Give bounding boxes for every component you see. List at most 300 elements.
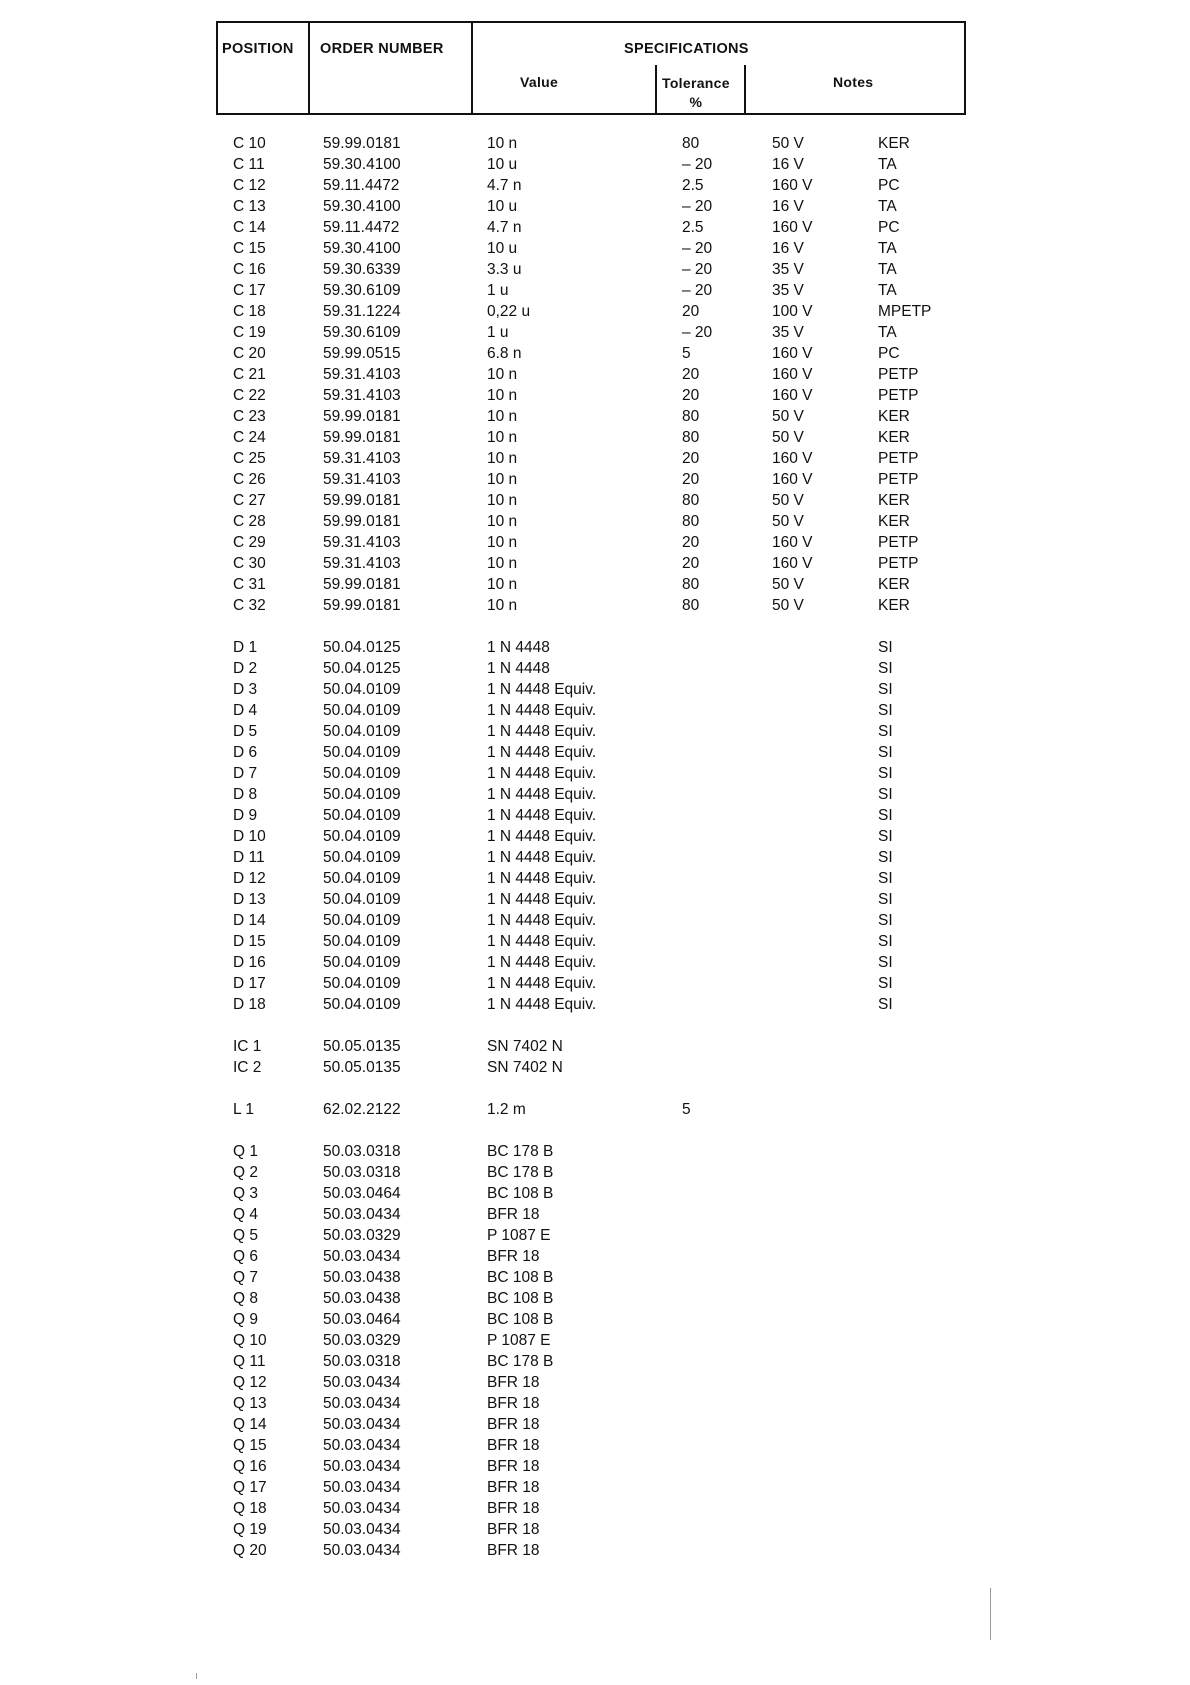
- cell-tolerance: – 20: [682, 324, 713, 341]
- cell-position: C 17: [233, 282, 266, 299]
- cell-position: Q 17: [233, 1479, 267, 1496]
- table-row: [0, 1395, 1190, 1416]
- cell-value: 10 n: [487, 408, 518, 425]
- table-row: [0, 156, 1190, 177]
- cell-position: Q 15: [233, 1437, 267, 1454]
- cell-value: 10 n: [487, 450, 518, 467]
- table-row: [0, 366, 1190, 387]
- cell-tolerance: 20: [682, 450, 700, 467]
- cell-type: PETP: [878, 471, 919, 488]
- cell-position: Q 16: [233, 1458, 267, 1475]
- cell-order-number: 59.31.4103: [323, 555, 401, 572]
- cell-type: SI: [878, 891, 893, 908]
- cell-order-number: 50.04.0109: [323, 912, 401, 929]
- cell-tolerance: 20: [682, 387, 700, 404]
- cell-voltage: 160 V: [772, 177, 813, 194]
- cell-type: SI: [878, 639, 893, 656]
- cell-tolerance: 20: [682, 471, 700, 488]
- table-row: [0, 219, 1190, 240]
- table-row: [0, 1374, 1190, 1395]
- cell-tolerance: 5: [682, 1101, 691, 1118]
- table-row: [0, 555, 1190, 576]
- table-row: [0, 240, 1190, 261]
- cell-type: SI: [878, 681, 893, 698]
- cell-order-number: 50.03.0434: [323, 1479, 401, 1496]
- table-row: [0, 345, 1190, 366]
- cell-order-number: 59.30.4100: [323, 240, 401, 257]
- cell-position: IC 1: [233, 1038, 262, 1055]
- cell-value: 10 u: [487, 198, 518, 215]
- table-row: [0, 387, 1190, 408]
- table-row: [0, 1416, 1190, 1437]
- cell-order-number: 59.30.6109: [323, 282, 401, 299]
- table-row: [0, 1248, 1190, 1269]
- table-row: [0, 639, 1190, 660]
- cell-order-number: 59.31.4103: [323, 450, 401, 467]
- cell-position: C 25: [233, 450, 266, 467]
- cell-position: C 29: [233, 534, 266, 551]
- cell-value: 10 n: [487, 366, 518, 383]
- table-row: [0, 492, 1190, 513]
- cell-value: 10 n: [487, 387, 518, 404]
- cell-value: 10 n: [487, 534, 518, 551]
- cell-position: D 14: [233, 912, 266, 929]
- table-row: [0, 597, 1190, 618]
- cell-order-number: 50.03.0434: [323, 1500, 401, 1517]
- cell-tolerance: 80: [682, 513, 700, 530]
- cell-type: SI: [878, 954, 893, 971]
- cell-value: BFR 18: [487, 1206, 540, 1223]
- cell-order-number: 50.03.0318: [323, 1164, 401, 1181]
- cell-order-number: 59.99.0181: [323, 135, 401, 152]
- cell-position: D 18: [233, 996, 266, 1013]
- cell-position: D 5: [233, 723, 258, 740]
- cell-tolerance: – 20: [682, 261, 713, 278]
- table-row: [0, 828, 1190, 849]
- cell-order-number: 50.04.0109: [323, 786, 401, 803]
- cell-order-number: 50.03.0329: [323, 1227, 401, 1244]
- cell-position: Q 6: [233, 1248, 258, 1265]
- cell-type: SI: [878, 660, 893, 677]
- cell-value: 1 N 4448: [487, 639, 550, 656]
- table-row: [0, 324, 1190, 345]
- cell-tolerance: 20: [682, 366, 700, 383]
- scan-mark: [196, 1673, 197, 1679]
- cell-value: BC 108 B: [487, 1185, 554, 1202]
- cell-order-number: 59.11.4472: [323, 177, 400, 194]
- cell-order-number: 59.99.0181: [323, 513, 401, 530]
- cell-order-number: 50.04.0109: [323, 996, 401, 1013]
- cell-type: MPETP: [878, 303, 932, 320]
- cell-type: SI: [878, 996, 893, 1013]
- cell-tolerance: – 20: [682, 240, 713, 257]
- cell-order-number: 50.03.0438: [323, 1269, 401, 1286]
- cell-position: Q 10: [233, 1332, 267, 1349]
- cell-value: 10 n: [487, 597, 518, 614]
- cell-type: KER: [878, 513, 910, 530]
- table-row: [0, 1437, 1190, 1458]
- cell-position: IC 2: [233, 1059, 262, 1076]
- cell-type: TA: [878, 261, 897, 278]
- cell-order-number: 50.03.0434: [323, 1521, 401, 1538]
- table-row: [0, 765, 1190, 786]
- cell-position: C 23: [233, 408, 266, 425]
- cell-tolerance: 2.5: [682, 177, 704, 194]
- cell-value: SN 7402 N: [487, 1038, 563, 1055]
- cell-position: C 19: [233, 324, 266, 341]
- cell-value: 1 N 4448 Equiv.: [487, 765, 597, 782]
- cell-order-number: 50.04.0109: [323, 954, 401, 971]
- cell-type: TA: [878, 156, 897, 173]
- cell-value: 10 n: [487, 513, 518, 530]
- cell-tolerance: 20: [682, 303, 700, 320]
- cell-position: Q 9: [233, 1311, 258, 1328]
- cell-position: Q 2: [233, 1164, 258, 1181]
- cell-voltage: 160 V: [772, 366, 813, 383]
- cell-order-number: 50.04.0109: [323, 807, 401, 824]
- cell-position: Q 7: [233, 1269, 258, 1286]
- cell-order-number: 50.03.0434: [323, 1206, 401, 1223]
- table-row: [0, 891, 1190, 912]
- table-row: [0, 471, 1190, 492]
- cell-position: D 10: [233, 828, 266, 845]
- cell-value: 10 n: [487, 555, 518, 572]
- table-row: [0, 870, 1190, 891]
- table-row: [0, 1206, 1190, 1227]
- cell-position: C 16: [233, 261, 266, 278]
- table-row: [0, 1164, 1190, 1185]
- table-row: [0, 135, 1190, 156]
- cell-voltage: 50 V: [772, 513, 804, 530]
- cell-value: 10 n: [487, 135, 518, 152]
- table-row: [0, 1143, 1190, 1164]
- cell-position: C 18: [233, 303, 266, 320]
- cell-position: D 3: [233, 681, 258, 698]
- cell-value: BC 108 B: [487, 1269, 554, 1286]
- cell-position: D 2: [233, 660, 258, 677]
- cell-position: C 32: [233, 597, 266, 614]
- cell-value: 10 u: [487, 240, 518, 257]
- cell-type: PETP: [878, 387, 919, 404]
- cell-value: 1.2 m: [487, 1101, 526, 1118]
- table-row: [0, 1290, 1190, 1311]
- cell-voltage: 160 V: [772, 534, 813, 551]
- cell-type: KER: [878, 576, 910, 593]
- cell-value: BC 108 B: [487, 1290, 554, 1307]
- cell-value: BFR 18: [487, 1416, 540, 1433]
- cell-type: TA: [878, 240, 897, 257]
- table-row: [0, 261, 1190, 282]
- cell-value: BC 108 B: [487, 1311, 554, 1328]
- cell-value: BFR 18: [487, 1500, 540, 1517]
- cell-voltage: 35 V: [772, 261, 804, 278]
- cell-value: BFR 18: [487, 1437, 540, 1454]
- cell-order-number: 50.04.0109: [323, 681, 401, 698]
- cell-value: 1 N 4448 Equiv.: [487, 681, 597, 698]
- cell-order-number: 50.04.0109: [323, 849, 401, 866]
- table-row: [0, 996, 1190, 1017]
- cell-type: PETP: [878, 450, 919, 467]
- table-row: [0, 429, 1190, 450]
- cell-tolerance: 80: [682, 135, 700, 152]
- cell-order-number: 50.03.0329: [323, 1332, 401, 1349]
- cell-position: D 15: [233, 933, 266, 950]
- cell-tolerance: – 20: [682, 282, 713, 299]
- cell-order-number: 59.99.0181: [323, 576, 401, 593]
- cell-voltage: 16 V: [772, 240, 804, 257]
- cell-order-number: 50.04.0125: [323, 660, 401, 677]
- cell-type: PETP: [878, 555, 919, 572]
- cell-voltage: 100 V: [772, 303, 813, 320]
- header-tolerance-unit: %: [689, 94, 703, 110]
- cell-voltage: 160 V: [772, 219, 813, 236]
- cell-position: Q 13: [233, 1395, 267, 1412]
- cell-position: D 4: [233, 702, 258, 719]
- cell-position: Q 12: [233, 1374, 267, 1391]
- cell-order-number: 50.04.0109: [323, 765, 401, 782]
- cell-position: C 22: [233, 387, 266, 404]
- cell-value: BFR 18: [487, 1248, 540, 1265]
- cell-voltage: 50 V: [772, 492, 804, 509]
- cell-value: 1 N 4448 Equiv.: [487, 786, 597, 803]
- cell-order-number: 50.04.0109: [323, 933, 401, 950]
- table-row: [0, 702, 1190, 723]
- cell-order-number: 59.11.4472: [323, 219, 400, 236]
- cell-order-number: 50.04.0109: [323, 870, 401, 887]
- cell-value: 1 N 4448 Equiv.: [487, 912, 597, 929]
- cell-type: TA: [878, 282, 897, 299]
- cell-position: Q 14: [233, 1416, 267, 1433]
- cell-position: Q 18: [233, 1500, 267, 1517]
- cell-value: BFR 18: [487, 1395, 540, 1412]
- table-row: [0, 1542, 1190, 1563]
- cell-position: C 27: [233, 492, 266, 509]
- cell-value: BC 178 B: [487, 1164, 554, 1181]
- cell-position: D 7: [233, 765, 258, 782]
- table-row: [0, 1479, 1190, 1500]
- cell-order-number: 50.04.0109: [323, 723, 401, 740]
- cell-order-number: 62.02.2122: [323, 1101, 401, 1118]
- cell-order-number: 59.31.1224: [323, 303, 401, 320]
- cell-value: 1 N 4448 Equiv.: [487, 702, 597, 719]
- table-row: [0, 1101, 1190, 1122]
- cell-tolerance: 2.5: [682, 219, 704, 236]
- cell-type: SI: [878, 765, 893, 782]
- cell-order-number: 50.04.0109: [323, 828, 401, 845]
- table-row: [0, 513, 1190, 534]
- cell-type: TA: [878, 324, 897, 341]
- cell-voltage: 16 V: [772, 198, 804, 215]
- header-notes: Notes: [833, 74, 874, 90]
- cell-position: D 17: [233, 975, 266, 992]
- cell-position: D 9: [233, 807, 258, 824]
- cell-type: SI: [878, 723, 893, 740]
- cell-value: 1 N 4448 Equiv.: [487, 828, 597, 845]
- cell-order-number: 59.99.0181: [323, 597, 401, 614]
- cell-position: Q 3: [233, 1185, 258, 1202]
- cell-type: SI: [878, 975, 893, 992]
- cell-position: D 11: [233, 849, 265, 866]
- cell-value: SN 7402 N: [487, 1059, 563, 1076]
- cell-value: 10 n: [487, 492, 518, 509]
- cell-voltage: 160 V: [772, 450, 813, 467]
- cell-value: BFR 18: [487, 1458, 540, 1475]
- cell-tolerance: 80: [682, 597, 700, 614]
- cell-order-number: 50.05.0135: [323, 1038, 401, 1055]
- cell-order-number: 59.30.4100: [323, 198, 401, 215]
- cell-order-number: 50.03.0434: [323, 1395, 401, 1412]
- cell-value: 3.3 u: [487, 261, 522, 278]
- cell-value: 0,22 u: [487, 303, 531, 320]
- cell-value: 1 N 4448 Equiv.: [487, 996, 597, 1013]
- cell-position: Q 20: [233, 1542, 267, 1559]
- cell-position: Q 11: [233, 1353, 266, 1370]
- cell-value: BFR 18: [487, 1374, 540, 1391]
- cell-order-number: 59.31.4103: [323, 366, 401, 383]
- cell-value: 1 N 4448: [487, 660, 550, 677]
- cell-order-number: 50.03.0434: [323, 1458, 401, 1475]
- cell-value: P 1087 E: [487, 1227, 551, 1244]
- cell-order-number: 59.30.4100: [323, 156, 401, 173]
- cell-voltage: 50 V: [772, 429, 804, 446]
- cell-position: C 15: [233, 240, 266, 257]
- cell-order-number: 59.30.6339: [323, 261, 401, 278]
- header-specifications: SPECIFICATIONS: [624, 41, 749, 57]
- cell-order-number: 50.03.0434: [323, 1437, 401, 1454]
- table-row: [0, 1500, 1190, 1521]
- cell-position: C 24: [233, 429, 266, 446]
- cell-position: C 31: [233, 576, 266, 593]
- cell-position: D 6: [233, 744, 258, 761]
- cell-value: 10 n: [487, 429, 518, 446]
- cell-value: 10 u: [487, 156, 518, 173]
- cell-tolerance: 80: [682, 492, 700, 509]
- cell-type: SI: [878, 744, 893, 761]
- cell-order-number: 59.99.0181: [323, 429, 401, 446]
- table-row: [0, 1227, 1190, 1248]
- table-row: [0, 723, 1190, 744]
- header-divider: [744, 65, 746, 113]
- cell-order-number: 59.99.0181: [323, 492, 401, 509]
- table-row: [0, 576, 1190, 597]
- cell-value: 10 n: [487, 471, 518, 488]
- cell-position: Q 8: [233, 1290, 258, 1307]
- cell-type: PC: [878, 219, 900, 236]
- cell-order-number: 50.03.0434: [323, 1542, 401, 1559]
- cell-value: 1 N 4448 Equiv.: [487, 723, 597, 740]
- cell-type: KER: [878, 597, 910, 614]
- cell-tolerance: 20: [682, 555, 700, 572]
- cell-tolerance: 5: [682, 345, 691, 362]
- table-row: [0, 1332, 1190, 1353]
- cell-type: SI: [878, 807, 893, 824]
- cell-position: D 13: [233, 891, 266, 908]
- cell-voltage: 50 V: [772, 408, 804, 425]
- cell-voltage: 50 V: [772, 597, 804, 614]
- cell-type: SI: [878, 702, 893, 719]
- cell-type: PC: [878, 345, 900, 362]
- cell-value: 1 u: [487, 324, 509, 341]
- cell-position: D 8: [233, 786, 258, 803]
- table-row: [0, 1185, 1190, 1206]
- table-row: [0, 303, 1190, 324]
- cell-type: SI: [878, 849, 893, 866]
- cell-type: PC: [878, 177, 900, 194]
- cell-value: 1 N 4448 Equiv.: [487, 954, 597, 971]
- cell-order-number: 50.03.0464: [323, 1311, 401, 1328]
- cell-order-number: 50.03.0318: [323, 1143, 401, 1160]
- cell-position: C 21: [233, 366, 266, 383]
- table-row: [0, 786, 1190, 807]
- cell-order-number: 50.04.0125: [323, 639, 401, 656]
- cell-type: KER: [878, 135, 910, 152]
- cell-position: C 14: [233, 219, 266, 236]
- cell-order-number: 50.04.0109: [323, 975, 401, 992]
- table-row: [0, 534, 1190, 555]
- cell-order-number: 50.03.0434: [323, 1416, 401, 1433]
- table-row: [0, 975, 1190, 996]
- cell-position: C 26: [233, 471, 266, 488]
- cell-voltage: 160 V: [772, 555, 813, 572]
- cell-order-number: 50.04.0109: [323, 744, 401, 761]
- cell-type: KER: [878, 492, 910, 509]
- cell-type: KER: [878, 429, 910, 446]
- header-tolerance: [662, 74, 730, 112]
- cell-voltage: 50 V: [772, 576, 804, 593]
- table-row: [0, 1353, 1190, 1374]
- header-divider: [308, 23, 310, 113]
- cell-position: C 20: [233, 345, 266, 362]
- cell-order-number: 50.05.0135: [323, 1059, 401, 1076]
- table-row: [0, 933, 1190, 954]
- header-divider: [655, 65, 657, 113]
- cell-tolerance: 80: [682, 408, 700, 425]
- cell-order-number: 59.31.4103: [323, 534, 401, 551]
- cell-position: D 16: [233, 954, 266, 971]
- cell-order-number: 50.03.0438: [323, 1290, 401, 1307]
- cell-tolerance: – 20: [682, 198, 713, 215]
- cell-value: P 1087 E: [487, 1332, 551, 1349]
- cell-value: BC 178 B: [487, 1353, 554, 1370]
- cell-type: KER: [878, 408, 910, 425]
- cell-type: SI: [878, 912, 893, 929]
- table-row: [0, 450, 1190, 471]
- table-row: [0, 408, 1190, 429]
- cell-order-number: 50.03.0318: [323, 1353, 401, 1370]
- cell-order-number: 50.03.0464: [323, 1185, 401, 1202]
- table-row: [0, 1521, 1190, 1542]
- cell-order-number: 59.31.4103: [323, 471, 401, 488]
- cell-value: 1 u: [487, 282, 509, 299]
- cell-tolerance: – 20: [682, 156, 713, 173]
- cell-type: PETP: [878, 366, 919, 383]
- table-row: [0, 1458, 1190, 1479]
- cell-value: 1 N 4448 Equiv.: [487, 807, 597, 824]
- cell-value: 6.8 n: [487, 345, 522, 362]
- cell-voltage: 16 V: [772, 156, 804, 173]
- cell-position: C 30: [233, 555, 266, 572]
- cell-order-number: 59.30.6109: [323, 324, 401, 341]
- cell-type: SI: [878, 786, 893, 803]
- cell-value: 1 N 4448 Equiv.: [487, 744, 597, 761]
- cell-voltage: 160 V: [772, 387, 813, 404]
- table-row: [0, 912, 1190, 933]
- cell-position: Q 5: [233, 1227, 258, 1244]
- cell-type: SI: [878, 870, 893, 887]
- table-header: [216, 21, 966, 115]
- table-row: [0, 681, 1190, 702]
- cell-value: 10 n: [487, 576, 518, 593]
